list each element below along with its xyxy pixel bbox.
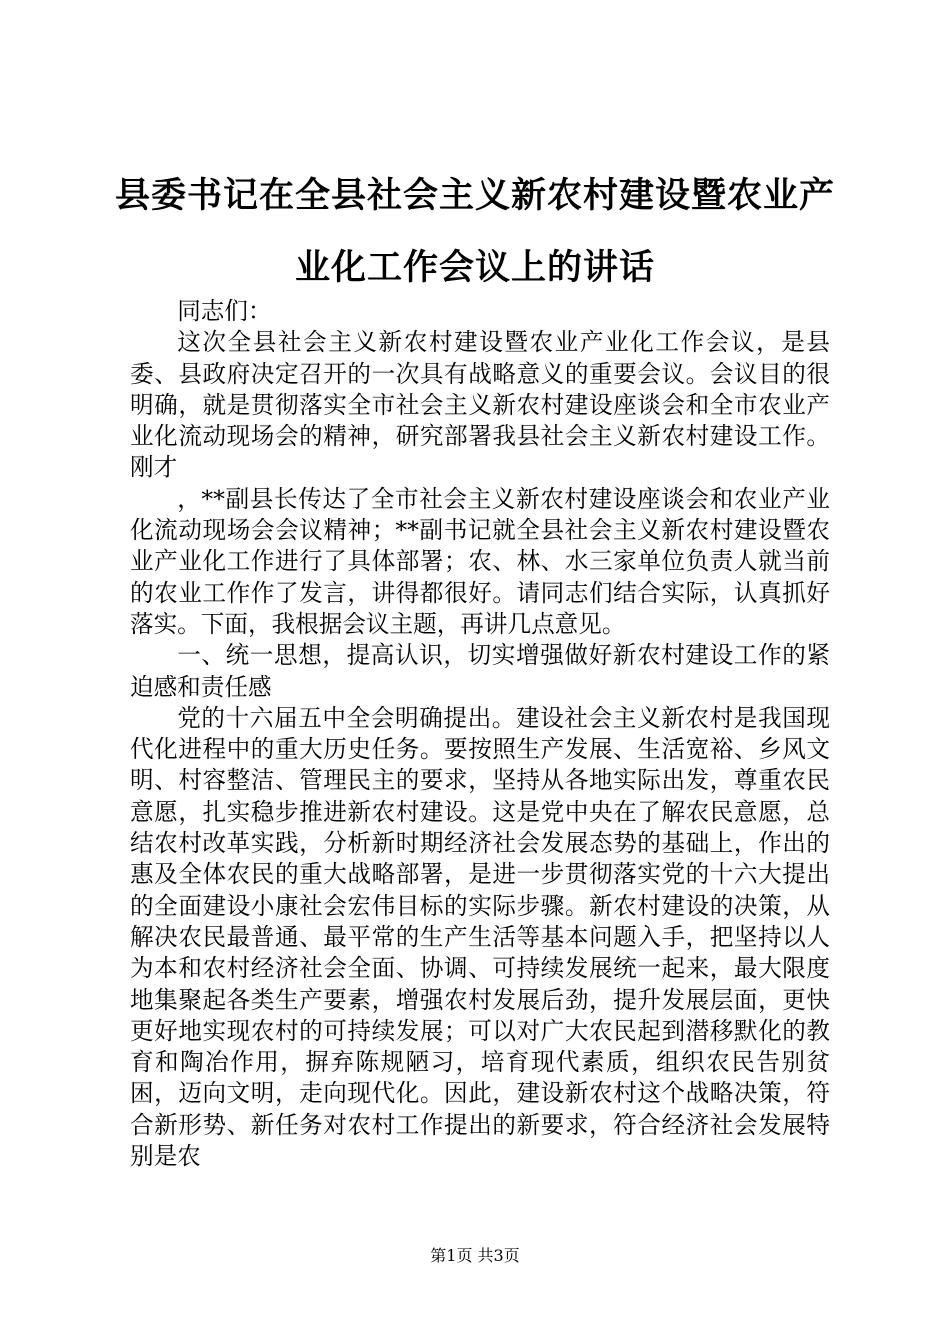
page-footer: 第1页 共3页 [430,1246,520,1265]
document-title: 县委书记在全县社会主义新农村建设暨农业产业化工作会议上的讲话 [114,176,835,288]
paragraph-section-1: 党的十六届五中全会明确提出。建设社会主义新农村是我国现代化进程中的重大历史任务。要按照生产发展、生活宽裕、乡风文明、村容整洁、管理民主的要求，坚持从各地实际出发，尊重农民意愿，扎实稳步推进新农村建设。这是党中央在了解农民意愿，总结农村改革实践，分析新时期经济社会发展态势的基础上，作出的惠及全体农民的重大战略部署，是进一步贯彻落实党的十六大提出的全面建设小康社会宏伟目标的实际步骤。新农村建设的决策，从解决农民最普通、最平常的生产生活等基本问题入手，把坚持以人为本和农村经济社会全面、协调、可持续发展统一起来，最大限度地集聚起各类生产要素，增强农村发展后劲，提升发展层面，更快更好地实现农村的可持续发展；可以对广大农民起到潜移默化的教育和陶冶作用，摒弃陈规陋习，培育现代素质，组织农民告别贫困，迈向文明，走向现代化。因此，建设新农村这个战略决策，符合新形势、新任务对农村工作提出的新要求，符合经济社会发展特别是农 [130,703,830,1171]
document-body [130,296,830,1172]
paragraph-report: ，**副县长传达了全市社会主义新农村建设座谈会和农业产业化流动现场会会议精神；**副书记就全县社会主义新农村建设暨农业产业化工作进行了具体部署；农、林、水三家单位负责人就当前的农业工作作了发言，讲得都很好。请同志们结合实际，认真抓好落实。下面，我根据会议主题，再讲几点意见。 [130,484,830,638]
section-heading-1: 一、统一思想，提高认识，切实增强做好新农村建设工作的紧迫感和责任感 [130,641,830,701]
paragraph-intro: 这次全县社会主义新农村建设暨农业产业化工作会议，是县委、县政府决定召开的一次具有战略意义的重要会议。会议目的很明确，就是贯彻落实全市社会主义新农村建设座谈会和全市农业产业化流动现场会的精神，研究部署我县社会主义新农村建设工作。刚才 [130,328,830,482]
paragraph-salutation: 同志们： [177,297,272,325]
